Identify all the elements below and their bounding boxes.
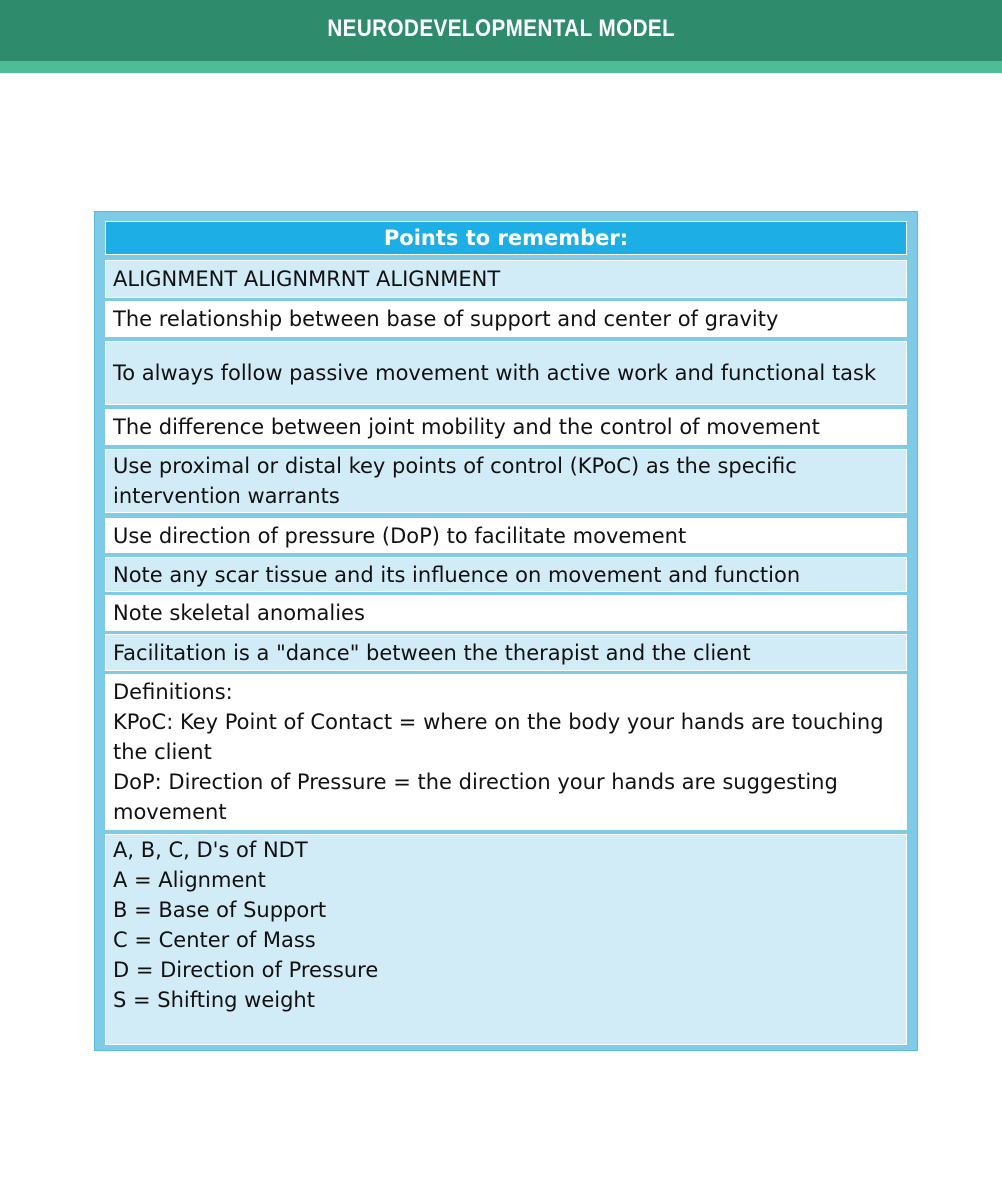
definition-dop: DoP: Direction of Pressure = the direction your hands are suggesting movement (113, 770, 838, 824)
table-row: The difference between joint mobility and the control of movement (105, 409, 907, 445)
page-header (0, 0, 1002, 61)
abcd-item: S = Shifting weight (113, 988, 315, 1012)
table-row: Note skeletal anomalies (105, 595, 907, 631)
header-accent-stripe (0, 61, 1002, 73)
definitions-cell (105, 674, 907, 830)
table-row: Use direction of pressure (DoP) to facilitate movement (105, 518, 907, 553)
abcd-item: D = Direction of Pressure (113, 958, 379, 982)
table-title: Points to remember: (105, 221, 907, 255)
abcd-item: C = Center of Mass (113, 928, 316, 952)
table-row: ALIGNMENT ALIGNMRNT ALIGNMENT (105, 260, 907, 298)
table-row: The relationship between base of support and center of gravity (105, 301, 907, 337)
points-to-remember-table (94, 211, 918, 1051)
definition-kpoc: KPoC: Key Point of Contact = where on the body your hands are touching the client (113, 710, 884, 764)
abcd-cell (105, 834, 907, 1045)
table-row: Facilitation is a "dance" between the therapist and the client (105, 634, 907, 671)
definitions-heading: Definitions: (113, 680, 233, 704)
table-row: Note any scar tissue and its influence on movement and function (105, 557, 907, 592)
abcd-heading: A, B, C, D's of NDT (113, 838, 308, 862)
page-title: NEURODEVELOPMENTAL MODEL (327, 14, 675, 42)
table-row: To always follow passive movement with active work and functional task (105, 341, 907, 405)
table-row: Use proximal or distal key points of control (KPoC) as the specific intervention warrants (105, 449, 907, 513)
abcd-item: A = Alignment (113, 868, 266, 892)
abcd-item: B = Base of Support (113, 898, 327, 922)
